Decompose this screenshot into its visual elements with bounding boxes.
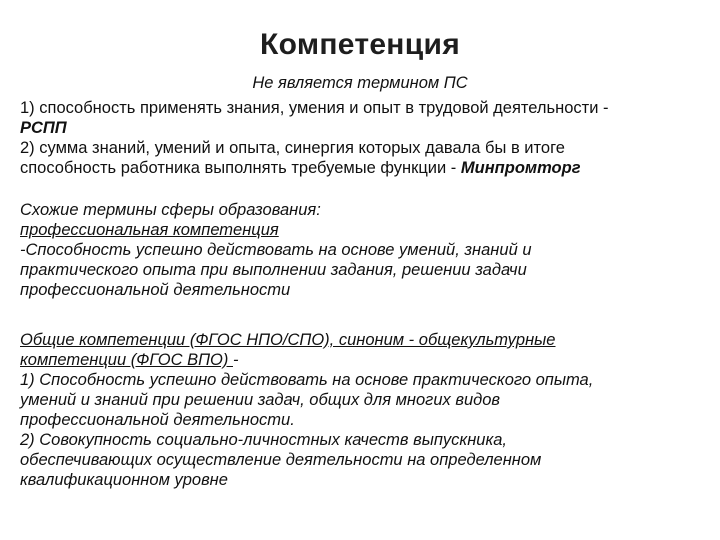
general-heading-dash: - [232,351,239,369]
similar-def-line1: -Способность успешно действовать на основе умений, знаний и [20,241,532,259]
definition-2-line1: 2) сумма знаний, умений и опыта, синергия которых давала бы в итоге [20,139,565,157]
general-p1-line3: профессиональной деятельности. [20,411,295,429]
subtitle: Не является термином ПС [252,74,468,92]
definitions-block [20,98,700,178]
general-p1-line1: 1) Способность успешно действовать на основе практического опыта, [20,371,594,389]
similar-heading: Схожие термины сферы образования: [20,201,321,219]
general-competencies-block [20,330,700,490]
general-heading-line1: Общие компетенции (ФГОС НПО/СПО), синоним - общекультурные [20,331,556,349]
definition-1-text: 1) способность применять знания, умения и опыт в трудовой деятельности - [20,99,609,117]
similar-term: профессиональная компетенция [20,221,279,239]
general-p2-line1: 2) Совокупность социально-личностных качеств выпускника, [20,431,508,449]
general-p2-line2: обеспечивающих осуществление деятельности на определенном [20,451,542,469]
similar-def-line3: профессиональной деятельности [20,281,291,299]
definition-1-source: РСПП [20,119,67,137]
general-p2-line3: квалификационном уровне [20,471,228,489]
general-heading-line2 [20,350,700,370]
similar-terms-block [20,200,700,300]
similar-def-line2: практического опыта при выполнении задания, решении задачи [20,261,527,279]
definition-2-line2-text: способность работника выполнять требуемые функции - [20,159,461,177]
general-p1-line2: умений и знаний при решении задач, общих для многих видов [20,391,501,409]
general-heading-line2-text: компетенции (ФГОС ВПО) [20,351,233,369]
page-title: Компетенция [259,28,461,61]
definition-2-source: Минпромторг [460,159,581,177]
definition-2-line2 [20,158,700,178]
